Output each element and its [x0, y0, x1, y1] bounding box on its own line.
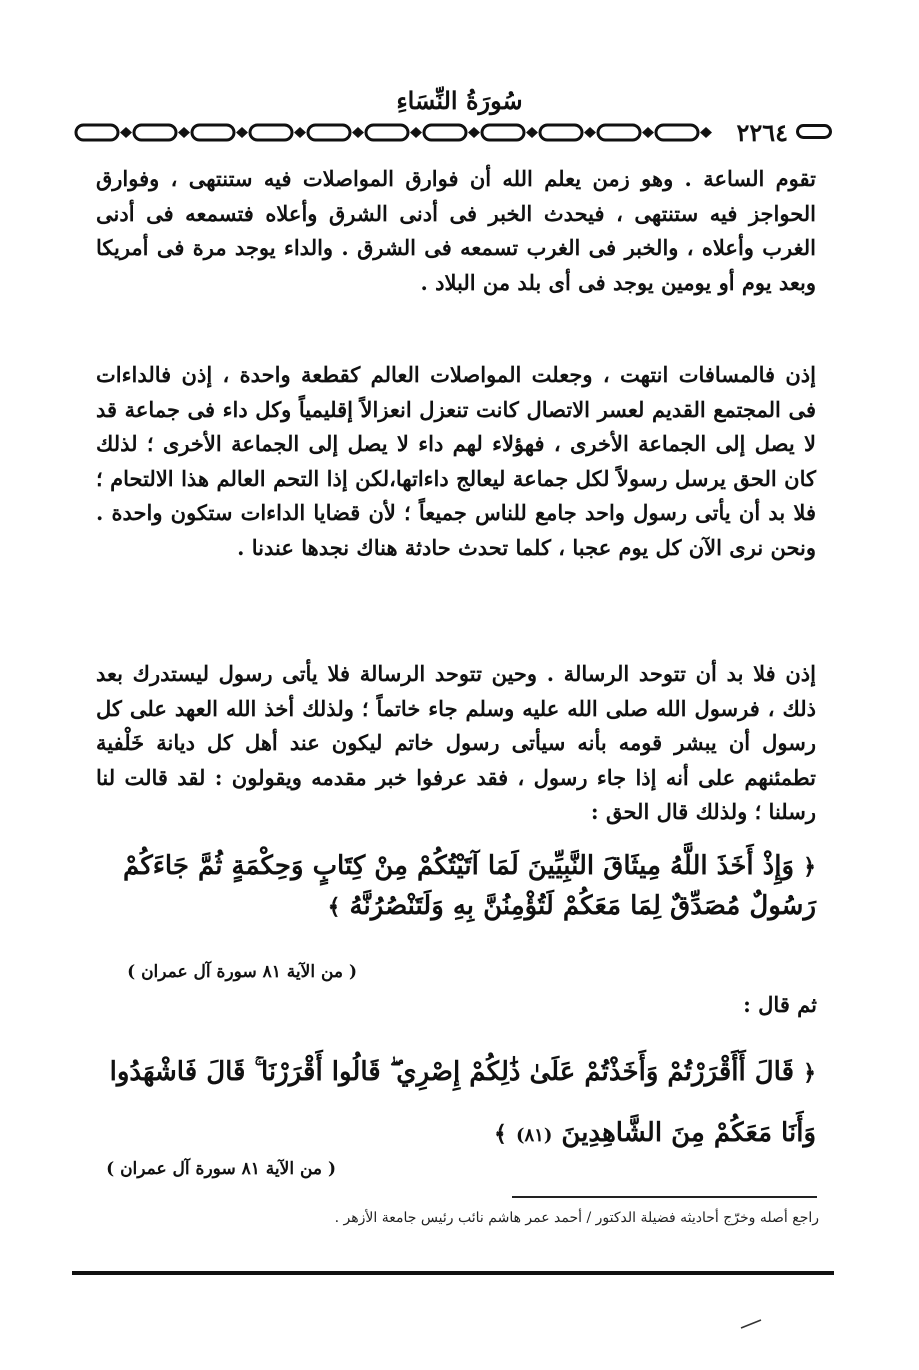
chain-diamond [584, 127, 596, 138]
chain-link [482, 125, 524, 140]
chain-diamond [120, 127, 132, 138]
verse-close-bracket: ﴾ [327, 894, 341, 921]
chain-link [366, 125, 408, 140]
bottom-rule [72, 1271, 834, 1275]
then-said-label: ثم قال : [743, 992, 817, 1017]
chain-diamond [294, 127, 306, 138]
ornamental-chain-border [74, 118, 734, 148]
chain-link [134, 125, 176, 140]
pen-stroke-mark [739, 1318, 763, 1330]
paragraph-text: تقوم الساعة . وهو زمن يعلم الله أن فوارق المواصلات فيه ستنتهى ، وفوارق الحواجز فيه ستنتهى ، فيحدث الخبر فى أدنى الشرق وأعلاه فتسمعه فى أدنى الغرب وأعلاه ، والخبر فى الغرب تسمعه فى الشرق . والداء يوجد مرة فى أمريكا وبعد يوم أو يومين يوجد فى أى بلد من البلاد . [96, 166, 816, 295]
chain-link [76, 125, 118, 140]
footnote-text: راجع أصله وخرّج أحاديثه فضيلة الدكتور / أحمد عمر هاشم نائب رئيس جامعة الأزهر . [334, 1210, 819, 1226]
page-number: ٢٢٦٤ [736, 118, 788, 147]
header-ornament-row [74, 118, 832, 148]
chain-diamond [236, 127, 248, 138]
ayah-number-marker: (٨١) [515, 1125, 553, 1146]
chain-link [656, 125, 698, 140]
chain-link [598, 125, 640, 140]
paragraph-text: إذن فلا بد أن تتوحد الرسالة . وحين تتوحد الرسالة فلا يأتى رسول ليستدرك بعد ذلك ، فرسول الله صلى الله عليه وسلم جاء خاتماً ؛ ولذلك أخذ الله العهد على كل رسول أن يبشر قومه بأنه سيأتى رسول خاتم ليكون عند أهل كل ديانة خَلْفية تطمئنهم على أنه إذا جاء رسول ، فقد عرفوا خبر مقدمه ويقولون : لقد قالت لنا رسلنا ؛ ولذلك قال الحق : [96, 661, 816, 824]
paragraph-3 [96, 657, 816, 830]
verse-text: وَإِذْ أَخَذَ اللَّهُ مِيثَاقَ النَّبِيِّينَ لَمَا آتَيْتُكُمْ مِنْ كِتَابٍ وَحِكْمَةٍ ثُمَّ جَاءَكُمْ رَسُولٌ مُصَدِّقٌ لِمَا مَعَكُمْ لَتُؤْمِنُنَّ بِهِ وَلَتَنْصُرُنَّهُ [123, 851, 816, 922]
chain-diamond [352, 127, 364, 138]
paragraph-1 [96, 162, 816, 300]
chain-diamond [642, 127, 654, 138]
paragraph-2 [96, 358, 816, 565]
ayah-number: ٨١ [524, 1125, 544, 1146]
chain-link [250, 125, 292, 140]
chain-diamond [410, 127, 422, 138]
verse-open-bracket: ﴿ [803, 854, 816, 880]
verse-close-bracket: ﴾ [493, 1121, 507, 1147]
ornament-end-link [796, 124, 832, 139]
surah-title: سُورَةُ النِّسَاءِ [396, 86, 523, 115]
quran-verse-2 [96, 1042, 816, 1166]
verse-reference-2: ( من الآية ٨١ سورة آل عمران ) [106, 1159, 336, 1179]
paragraph-text: إذن فالمسافات انتهت ، وجعلت المواصلات العالم كقطعة واحدة ، إذن فالداءات فى المجتمع القديم لعسر الاتصال كانت تنعزل انعزالاً إقليمياً وكل داء فى جماعة قد لا يصل إلى الجماعة الأخرى ، فهؤلاء لهم داء لا يصل إلى الجماعة الأخرى ؛ لذلك كان الحق يرسل رسولاً لكل جماعة ليعالج داءاتها،لكن إذا التحم العالم هذا الالتحام ؛ فلا بد أن يأتى رسول واحد جامع للناس جميعاً ؛ لأن قضايا الداءات ستكون واحدة . ونحن نرى الآن كل يوم عجبا ، كلما تحدث حادثة هناك نجدها عندنا . [96, 362, 816, 560]
verse-text: قَالَ أَأَقْرَرْتُمْ وَأَخَذْتُمْ عَلَىٰ ذَٰلِكُمْ إِصْرِي ۖ قَالُوا أَقْرَرْنَا ۚ قَالَ فَاشْهَدُوا وَأَنَا مَعَكُمْ مِنَ الشَّاهِدِينَ [109, 1057, 816, 1148]
chain-diamond [468, 127, 480, 138]
quran-verse-1 [96, 846, 816, 927]
chain-link [308, 125, 350, 140]
chain-diamond [700, 127, 712, 138]
chain-diamond [178, 127, 190, 138]
verse-open-bracket: ﴿ [803, 1060, 816, 1086]
footnote-separator [512, 1196, 817, 1198]
verse-reference-1: ( من الآية ٨١ سورة آل عمران ) [127, 962, 357, 982]
chain-link [192, 125, 234, 140]
chain-diamond [526, 127, 538, 138]
chain-link [424, 125, 466, 140]
chain-link [540, 125, 582, 140]
